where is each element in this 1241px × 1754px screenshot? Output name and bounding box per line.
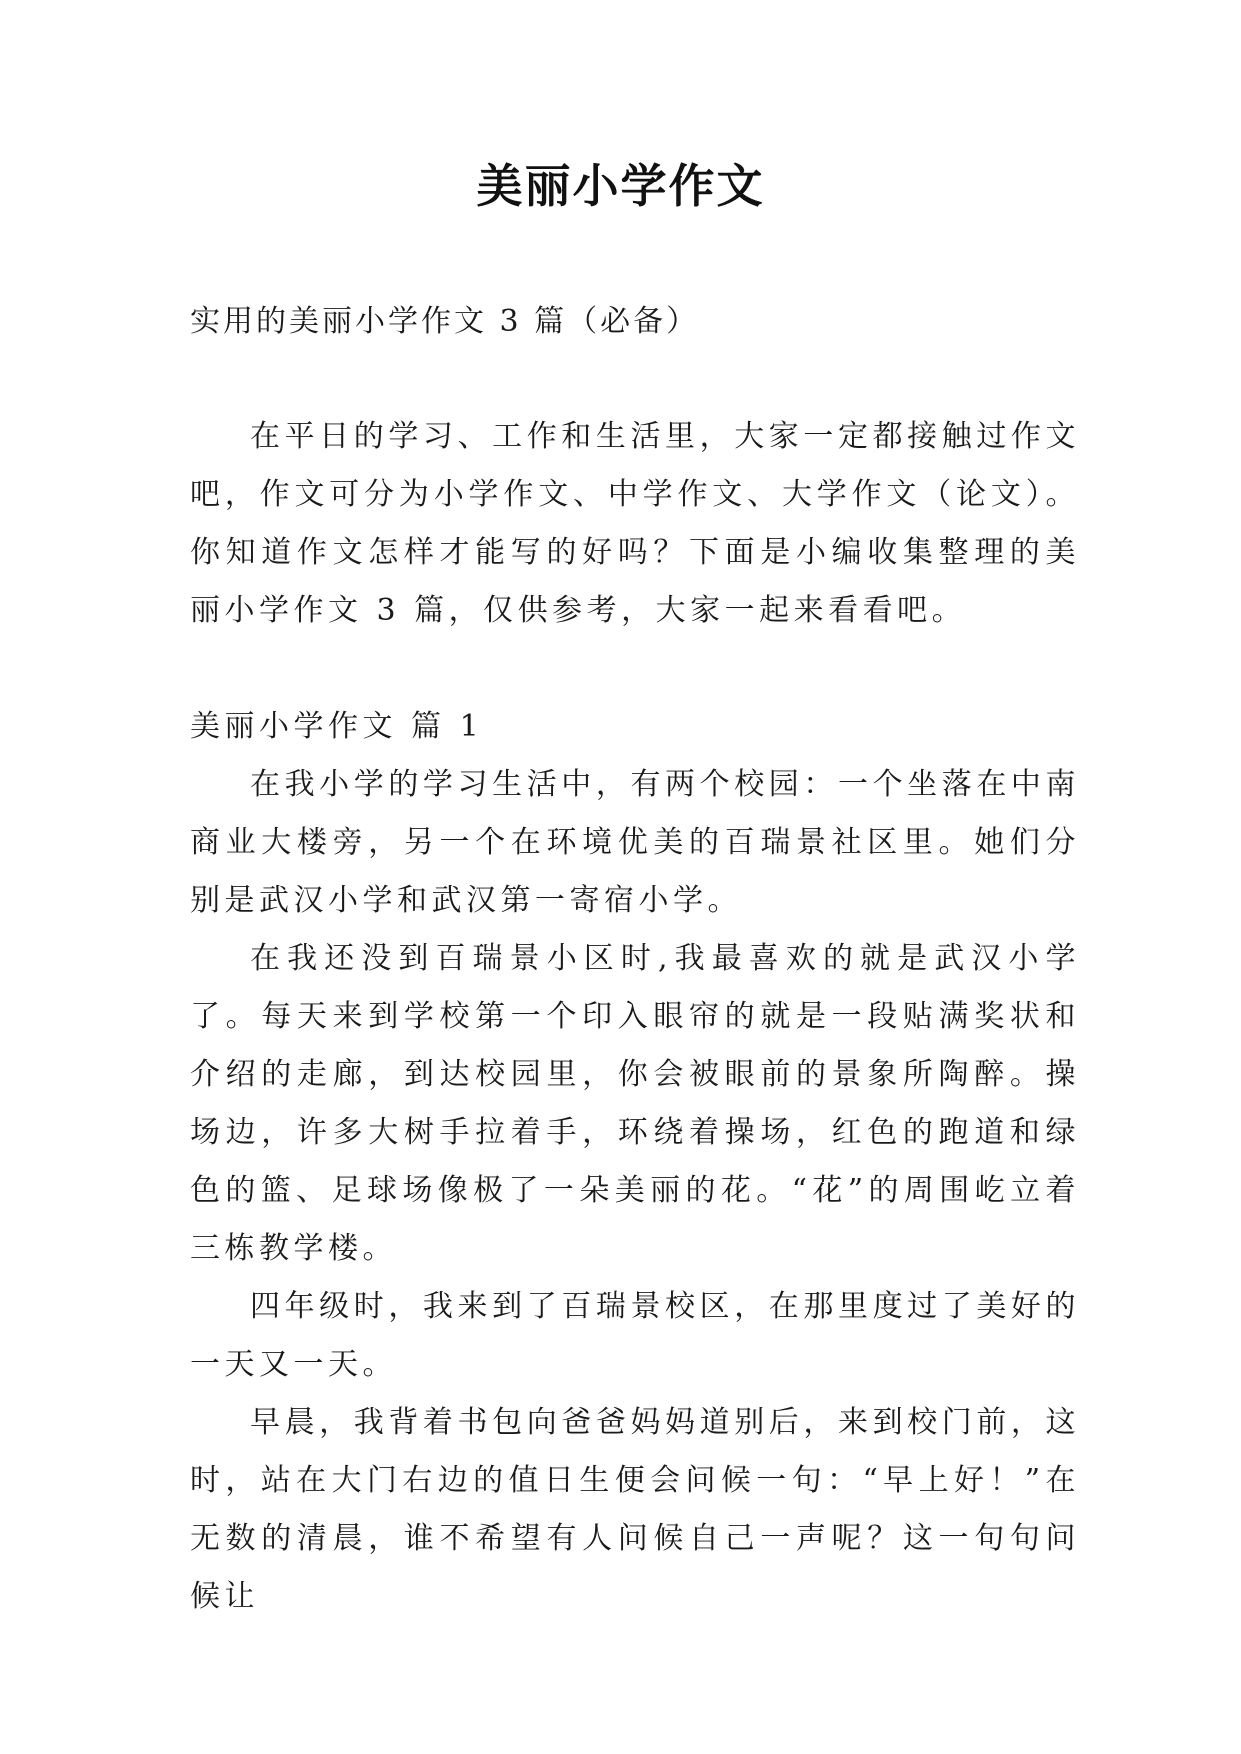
section-heading: 美丽小学作文 篇 1 bbox=[190, 709, 484, 744]
document-subtitle: 实用的美丽小学作文 3 篇（必备） bbox=[190, 304, 700, 339]
body-paragraph: 四年级时，我来到了百瑞景校区，在那里度过了美好的一天又一天。 bbox=[190, 1289, 1080, 1382]
body-paragraph: 在我还没到百瑞景小区时,我最喜欢的就是武汉小学了。每天来到学校第一个印入眼帘的就是一段贴满奖状和介绍的走廊，到达校园里，你会被眼前的景象所陶醉。操场边，许多大树手拉着手，环绕着操场，红色的跑道和绿色的篮、足球场像极了一朵美丽的花。“花”的周围屹立着三栋教学楼。 bbox=[190, 941, 1080, 1266]
body-paragraph: 在我小学的学习生活中，有两个校园：一个坐落在中南商业大楼旁，另一个在环境优美的百瑞景社区里。她们分别是武汉小学和武汉第一寄宿小学。 bbox=[190, 767, 1080, 918]
document-body bbox=[190, 408, 1080, 1626]
paragraph-gap bbox=[190, 640, 1080, 698]
body-paragraph: 早晨，我背着书包向爸爸妈妈道别后，来到校门前，这时，站在大门右边的值日生便会问候一句：“早上好！”在无数的清晨，谁不希望有人问候自己一声呢？这一句句问候让 bbox=[190, 1405, 1080, 1614]
intro-paragraph: 在平日的学习、工作和生活里，大家一定都接触过作文吧，作文可分为小学作文、中学作文、大学作文（论文）。你知道作文怎样才能写的好吗？下面是小编收集整理的美丽小学作文 3 篇，仅供参考，大家一起来看看吧。 bbox=[190, 419, 1080, 628]
document-title: 美丽小学作文 bbox=[476, 159, 765, 213]
